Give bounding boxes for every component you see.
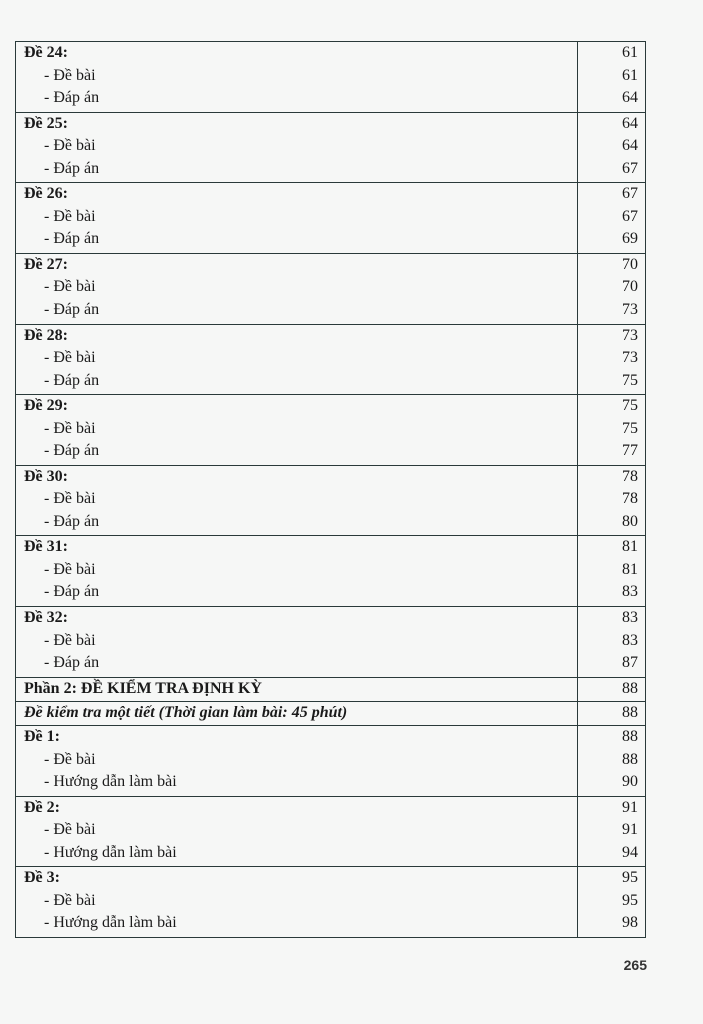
entry-item-page: 95 bbox=[622, 891, 638, 909]
entry-heading: Đề 27: bbox=[24, 255, 68, 273]
entry-item: - Đề bài bbox=[44, 490, 96, 508]
entry-item-page: 87 bbox=[622, 654, 638, 671]
entry-item: - Hướng dẫn làm bài bbox=[44, 773, 177, 791]
entry-item: - Đáp án bbox=[44, 583, 100, 601]
entry-item-page: 90 bbox=[622, 773, 638, 791]
toc-entry-page-cell bbox=[578, 867, 646, 938]
toc-entry-title-cell bbox=[16, 726, 578, 797]
entry-page: 81 bbox=[622, 538, 638, 556]
subsection-heading-page: 88 bbox=[622, 703, 638, 721]
toc-entry bbox=[16, 112, 646, 183]
entry-item-page: 78 bbox=[622, 490, 638, 508]
entry-item: - Đáp án bbox=[44, 230, 100, 248]
page-number: 265 bbox=[623, 957, 647, 973]
entry-heading: Đề 31: bbox=[24, 538, 68, 556]
entry-page: 73 bbox=[622, 326, 638, 344]
entry-item-page: 67 bbox=[622, 207, 638, 225]
entry-heading: Đề 30: bbox=[24, 467, 68, 485]
part-heading-page: 88 bbox=[622, 679, 638, 697]
toc-entry-title-cell bbox=[16, 867, 578, 938]
subsection-heading-title-cell bbox=[16, 701, 578, 725]
entry-item-page: 70 bbox=[622, 278, 638, 296]
toc-entry-title-cell bbox=[16, 536, 578, 607]
toc-entry-title-cell bbox=[16, 324, 578, 395]
toc-entry bbox=[16, 324, 646, 395]
entry-item: - Đề bài bbox=[44, 419, 96, 437]
toc-entry-title-cell bbox=[16, 253, 578, 324]
entry-page: 88 bbox=[622, 728, 638, 746]
entry-item: - Đề bài bbox=[44, 137, 96, 155]
entry-item-page: 64 bbox=[622, 89, 638, 106]
entry-page: 83 bbox=[622, 609, 638, 626]
toc-entry-title-cell bbox=[16, 42, 578, 113]
toc-entry-title-cell bbox=[16, 796, 578, 867]
entry-item-page: 75 bbox=[622, 371, 638, 389]
entry-item: - Đề bài bbox=[44, 750, 96, 768]
entry-item-page: 73 bbox=[622, 300, 638, 318]
entry-item: - Đề bài bbox=[44, 891, 96, 909]
entry-page: 61 bbox=[622, 44, 638, 61]
toc-entry-page-cell bbox=[578, 726, 646, 797]
entry-heading: Đề 32: bbox=[24, 609, 68, 626]
entry-item-page: 61 bbox=[622, 66, 638, 84]
entry-item-page: 75 bbox=[622, 419, 638, 437]
entry-item-page: 69 bbox=[622, 230, 638, 248]
entry-item-page: 88 bbox=[622, 750, 638, 768]
entry-item: - Đề bài bbox=[44, 560, 96, 578]
entry-item: - Đề bài bbox=[44, 66, 96, 84]
toc-entry-page-cell bbox=[578, 183, 646, 254]
subsection-heading-title: Đề kiểm tra một tiết (Thời gian làm bài: 45 phút) bbox=[24, 703, 348, 721]
toc-entry bbox=[16, 42, 646, 113]
toc-entry-page-cell bbox=[578, 536, 646, 607]
entry-item-page: 98 bbox=[622, 914, 638, 932]
toc-entry bbox=[16, 536, 646, 607]
entry-item-page: 73 bbox=[622, 349, 638, 366]
subsection-heading-page-cell bbox=[578, 701, 646, 725]
entry-page: 64 bbox=[622, 114, 638, 132]
entry-heading: Đề 1: bbox=[24, 728, 60, 746]
entry-item-page: 94 bbox=[622, 843, 638, 861]
entry-item-page: 80 bbox=[622, 512, 638, 530]
toc-entry bbox=[16, 253, 646, 324]
entry-page: 67 bbox=[622, 185, 638, 203]
entry-item-page: 77 bbox=[622, 442, 638, 460]
toc-entry bbox=[16, 867, 646, 938]
toc-entry-title-cell bbox=[16, 183, 578, 254]
entry-page: 95 bbox=[622, 869, 638, 887]
entry-item: - Hướng dẫn làm bài bbox=[44, 914, 177, 932]
entry-item-page: 64 bbox=[622, 137, 638, 155]
toc-entry-title-cell bbox=[16, 395, 578, 466]
entry-item: - Đề bài bbox=[44, 821, 96, 839]
entry-heading: Đề 24: bbox=[24, 44, 68, 61]
toc-entry-page-cell bbox=[578, 465, 646, 536]
part-heading-title-cell bbox=[16, 677, 578, 701]
part-heading-page-cell bbox=[578, 677, 646, 701]
entry-heading: Đề 2: bbox=[24, 798, 60, 816]
entry-item-page: 67 bbox=[622, 159, 638, 177]
toc-entry-title-cell bbox=[16, 112, 578, 183]
entry-heading: Đề 28: bbox=[24, 326, 68, 344]
entry-item: - Đáp án bbox=[44, 159, 100, 177]
entry-page: 70 bbox=[622, 255, 638, 273]
entry-item: - Đáp án bbox=[44, 442, 100, 460]
toc-entry bbox=[16, 796, 646, 867]
entry-item: - Hướng dẫn làm bài bbox=[44, 843, 177, 861]
entry-item: - Đề bài bbox=[44, 207, 96, 225]
entry-item-page: 83 bbox=[622, 583, 638, 601]
toc-entry-page-cell bbox=[578, 607, 646, 678]
toc-entry-page-cell bbox=[578, 253, 646, 324]
entry-item: - Đáp án bbox=[44, 512, 100, 530]
toc-entry bbox=[16, 607, 646, 678]
toc-entry-page-cell bbox=[578, 42, 646, 113]
entry-item: - Đề bài bbox=[44, 631, 96, 649]
entry-item: - Đáp án bbox=[44, 371, 100, 389]
entry-item: - Đề bài bbox=[44, 278, 96, 296]
entry-item: - Đáp án bbox=[44, 300, 100, 318]
part-heading-title: Phần 2: ĐỀ KIỂM TRA ĐỊNH KỲ bbox=[24, 679, 262, 697]
toc-entry-title-cell bbox=[16, 607, 578, 678]
entry-heading: Đề 26: bbox=[24, 185, 68, 203]
entry-page: 91 bbox=[622, 798, 638, 816]
toc-entry bbox=[16, 726, 646, 797]
table-of-contents bbox=[15, 41, 646, 938]
entry-item-page: 91 bbox=[622, 821, 638, 839]
entry-item: - Đáp án bbox=[44, 89, 100, 106]
entry-item: - Đề bài bbox=[44, 349, 96, 366]
entry-page: 75 bbox=[622, 397, 638, 415]
entry-heading: Đề 3: bbox=[24, 869, 60, 887]
entry-item-page: 83 bbox=[622, 631, 638, 649]
toc-entry bbox=[16, 465, 646, 536]
entry-heading: Đề 25: bbox=[24, 114, 68, 132]
part-heading bbox=[16, 677, 646, 701]
entry-page: 78 bbox=[622, 467, 638, 485]
entry-item-page: 81 bbox=[622, 560, 638, 578]
toc-entry-title-cell bbox=[16, 465, 578, 536]
toc-entry bbox=[16, 395, 646, 466]
toc-entry-page-cell bbox=[578, 324, 646, 395]
toc-entry-page-cell bbox=[578, 395, 646, 466]
subsection-heading bbox=[16, 701, 646, 725]
toc-entry-page-cell bbox=[578, 112, 646, 183]
toc-entry bbox=[16, 183, 646, 254]
entry-heading: Đề 29: bbox=[24, 397, 68, 415]
entry-item: - Đáp án bbox=[44, 654, 100, 671]
toc-entry-page-cell bbox=[578, 796, 646, 867]
